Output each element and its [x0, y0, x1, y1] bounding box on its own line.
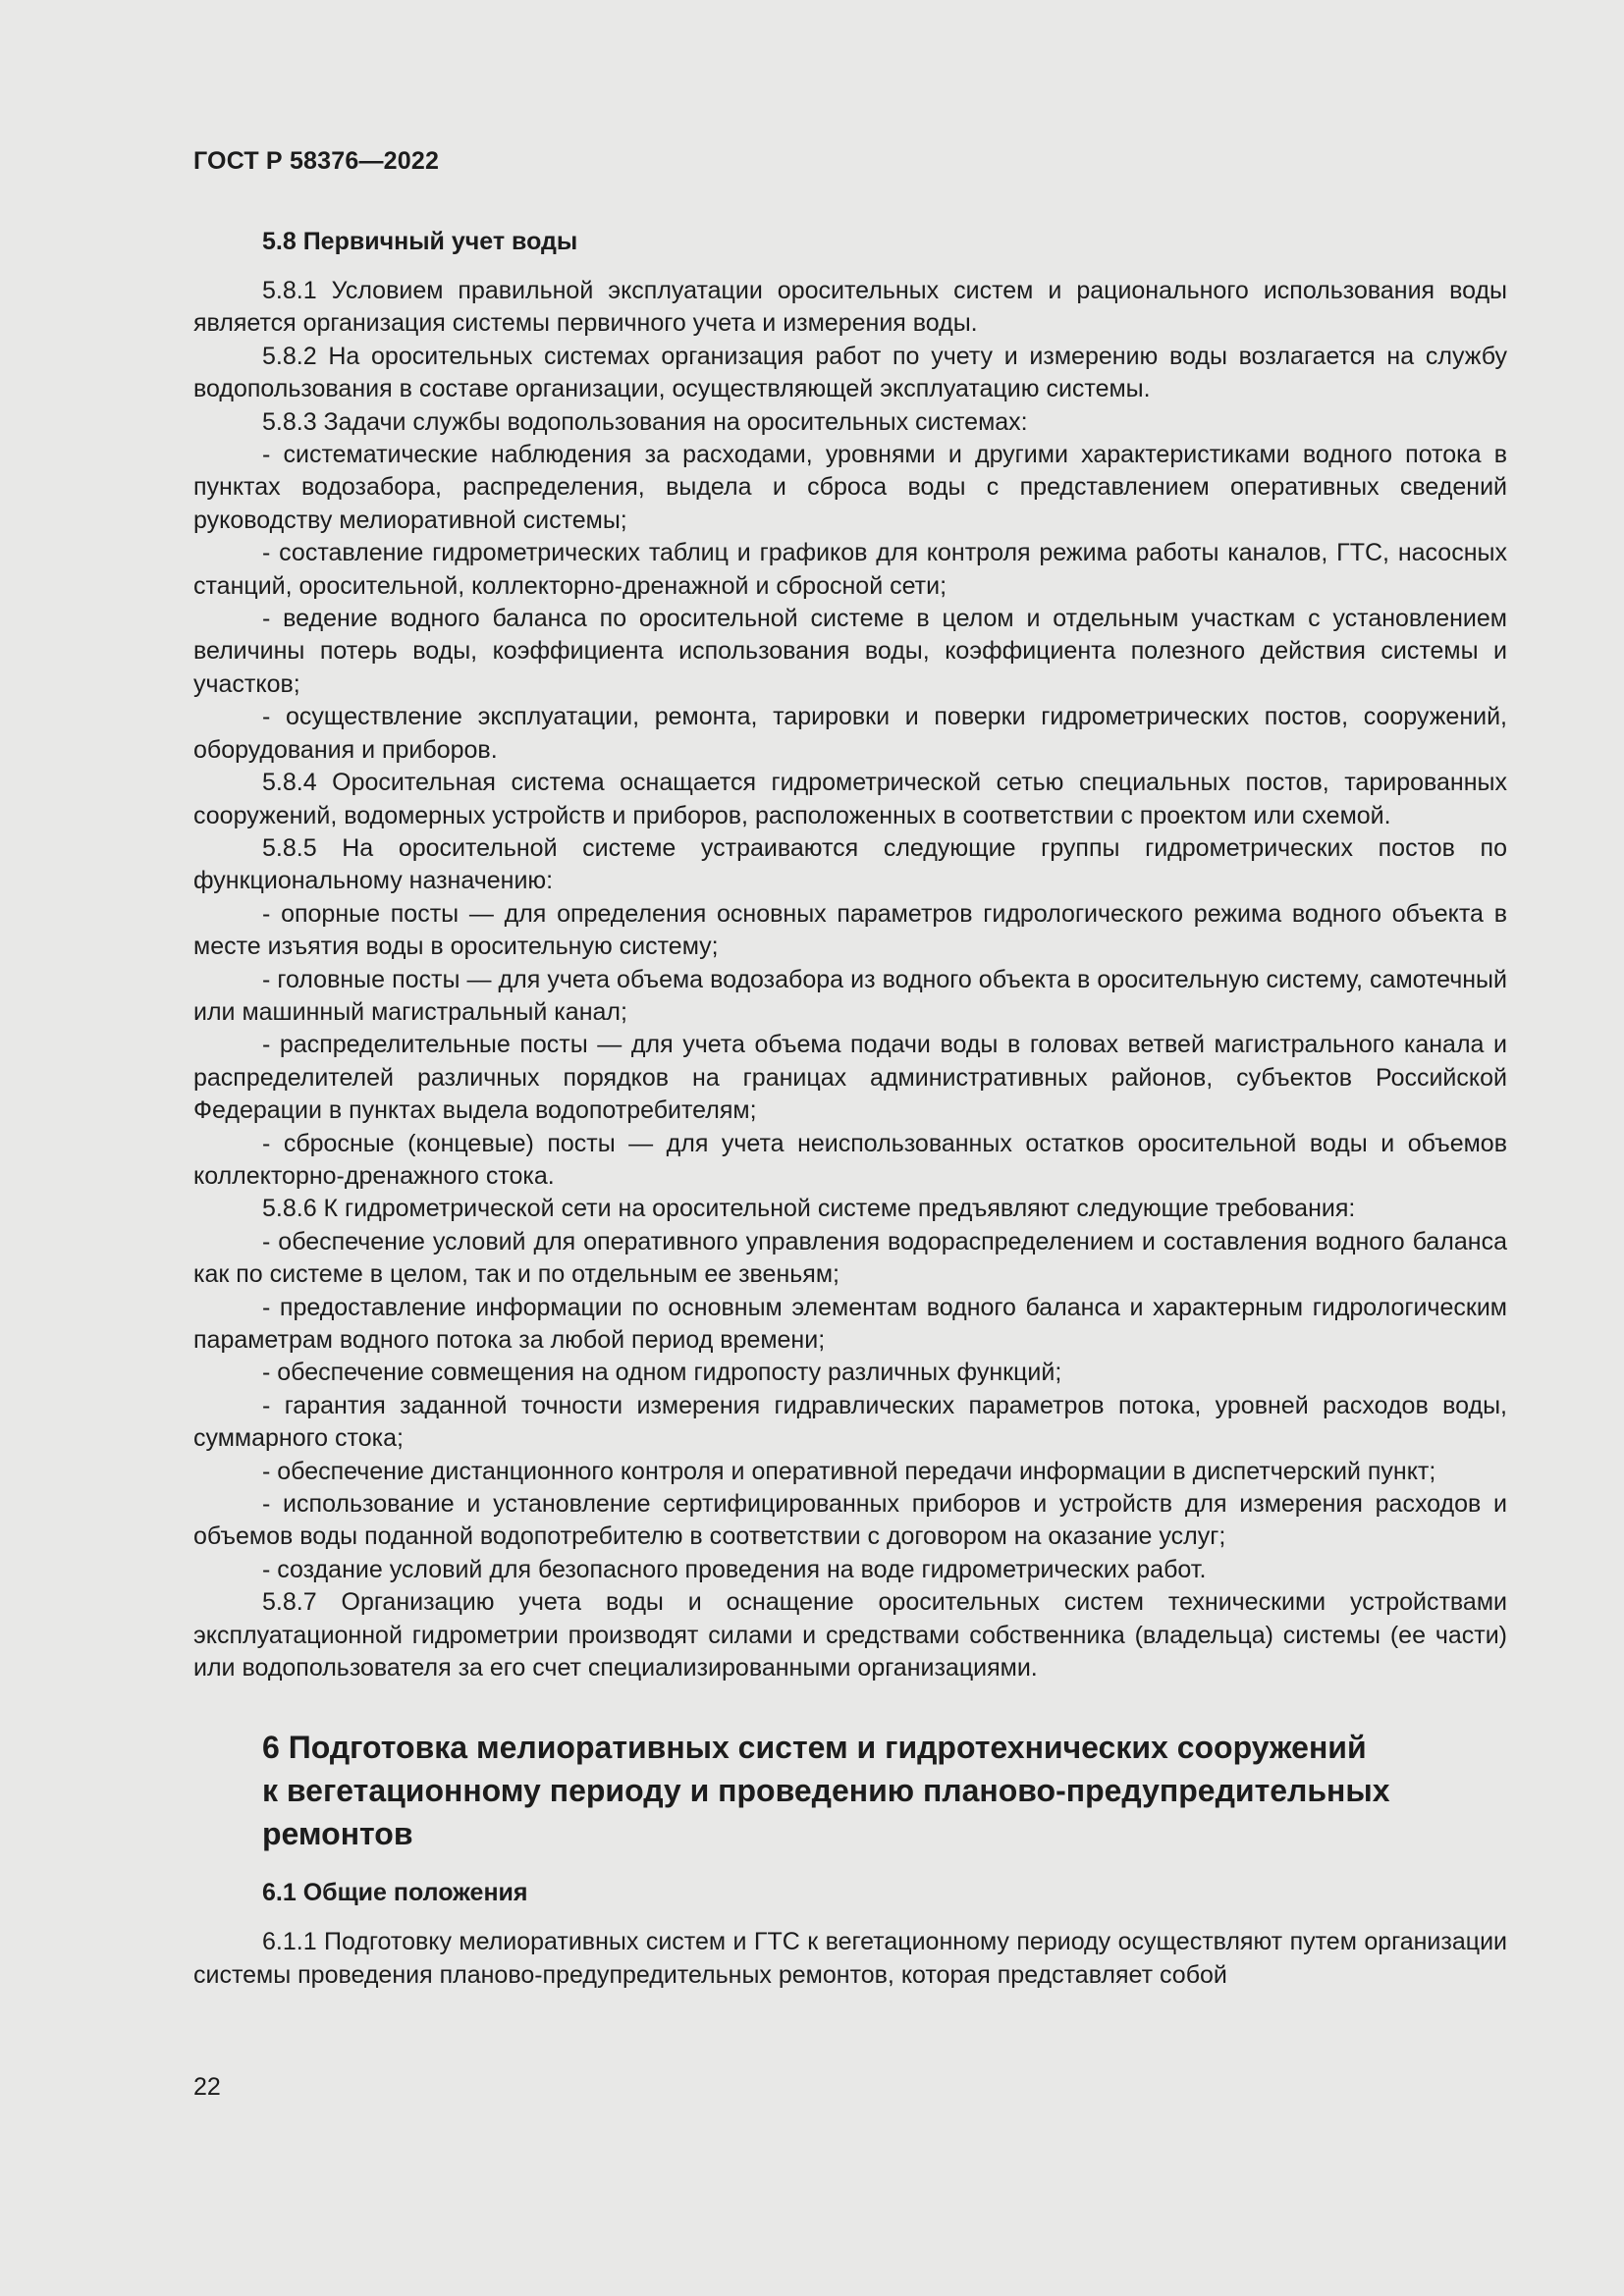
list-item: - использование и установление сертифицированных приборов и устройств для измерения расходов и объемов воды поданной водопотребителю в соответствии с договором на оказание услуг;	[193, 1490, 1507, 1551]
paragraph-5-8-4: 5.8.4 Оросительная система оснащается гидрометрической сетью специальных постов, тарированных сооружений, водомерных устройств и приборов, расположенных в соответствии с проектом или схемой.	[193, 769, 1507, 829]
list-item: - распределительные посты — для учета объема подачи воды в головах ветвей магистрального канала и распределителей различных порядков на границах административных районов, субъектов Российской Федерации в пунктах выдела водопотребителям;	[193, 1031, 1507, 1125]
list-item: - систематические наблюдения за расходами, уровнями и другими характеристиками водного потока в пунктах водозабора, распределения, выдела и сброса воды с представлением оперативных сведений руководству мелиоративной системы;	[193, 441, 1507, 534]
section-6-heading	[193, 1726, 1440, 1855]
list-item: - предоставление информации по основным элементам водного баланса и характерным гидрологическим параметрам водного потока за любой период времени;	[193, 1293, 1507, 1354]
list-item: - ведение водного баланса по оросительной системе в целом и отдельным участкам с установлением величины потерь воды, коэффициента использования воды, коэффициента полезного действия системы и участков;	[193, 605, 1507, 698]
list-item: - обеспечение дистанционного контроля и оперативной передачи информации в диспетчерский пункт;	[262, 1457, 1436, 1485]
section-5-8-heading: 5.8 Первичный учет воды	[262, 228, 578, 255]
paragraph-5-8-7: 5.8.7 Организацию учета воды и оснащение оросительных систем техническими устройствами эксплуатационной гидрометрии производят силами и средствами собственника (владельца) системы (ее части) или водопользователя за его счет специализированными организациями.	[193, 1588, 1507, 1682]
section-6-heading-line: к вегетационному периоду и проведению планово-предупредительных	[262, 1773, 1390, 1809]
list-item: - головные посты — для учета объема водозабора из водного объекта в оросительную систему, самотечный или машинный магистральный канал;	[193, 965, 1507, 1026]
paragraph-5-8-2: 5.8.2 На оросительных системах организация работ по учету и измерению воды возлагается на службу водопользования в составе организации, осуществляющей эксплуатацию системы.	[193, 342, 1507, 403]
list-item: - обеспечение условий для оперативного управления водораспределением и составления водного баланса как по системе в целом, так и по отдельным ее звеньям;	[193, 1227, 1507, 1289]
list-item: - обеспечение совмещения на одном гидропосту различных функций;	[262, 1359, 1062, 1387]
paragraph-6-1-1: 6.1.1 Подготовку мелиоративных систем и ГТС к вегетационному периоду осуществляют путем организации системы проведения планово-предупредительных ремонтов, которая представляет собой	[193, 1928, 1507, 1989]
paragraph-5-8-3: 5.8.3 Задачи службы водопользования на оросительных системах:	[262, 407, 1028, 436]
list-item: - опорные посты — для определения основных параметров гидрологического режима водного объекта в месте изъятия воды в оросительную систему;	[193, 899, 1507, 961]
list-item: - гарантия заданной точности измерения гидравлических параметров потока, уровней расходов воды, суммарного стока;	[193, 1391, 1507, 1453]
document-code-header: ГОСТ Р 58376—2022	[193, 147, 440, 175]
list-item: - осуществление эксплуатации, ремонта, тарировки и поверки гидрометрических постов, сооружений, оборудования и приборов.	[193, 703, 1507, 764]
paragraph-5-8-1: 5.8.1 Условием правильной эксплуатации оросительных систем и рационального использования воды является организация системы первичного учета и измерения воды.	[193, 277, 1507, 338]
section-6-1-heading: 6.1 Общие положения	[262, 1879, 528, 1907]
paragraph-5-8-6: 5.8.6 К гидрометрической сети на оросительной системе предъявляют следующие требования:	[262, 1195, 1356, 1223]
section-6-heading-line: 6 Подготовка мелиоративных систем и гидротехнических сооружений	[262, 1730, 1367, 1766]
paragraph-5-8-5: 5.8.5 На оросительной системе устраиваются следующие группы гидрометрических постов по функциональному назначению:	[193, 833, 1507, 895]
page-content	[193, 226, 1507, 1992]
page-number: 22	[193, 2073, 221, 2101]
list-item: - составление гидрометрических таблиц и графиков для контроля режима работы каналов, ГТС, насосных станций, оросительной, коллекторно-дренажной и сбросной сети;	[193, 539, 1507, 600]
section-6-heading-line: ремонтов	[262, 1816, 413, 1852]
list-item: - создание условий для безопасного проведения на воде гидрометрических работ.	[262, 1555, 1207, 1583]
list-item: - сбросные (концевые) посты — для учета неиспользованных остатков оросительной воды и объемов коллекторно-дренажного стока.	[193, 1129, 1507, 1190]
